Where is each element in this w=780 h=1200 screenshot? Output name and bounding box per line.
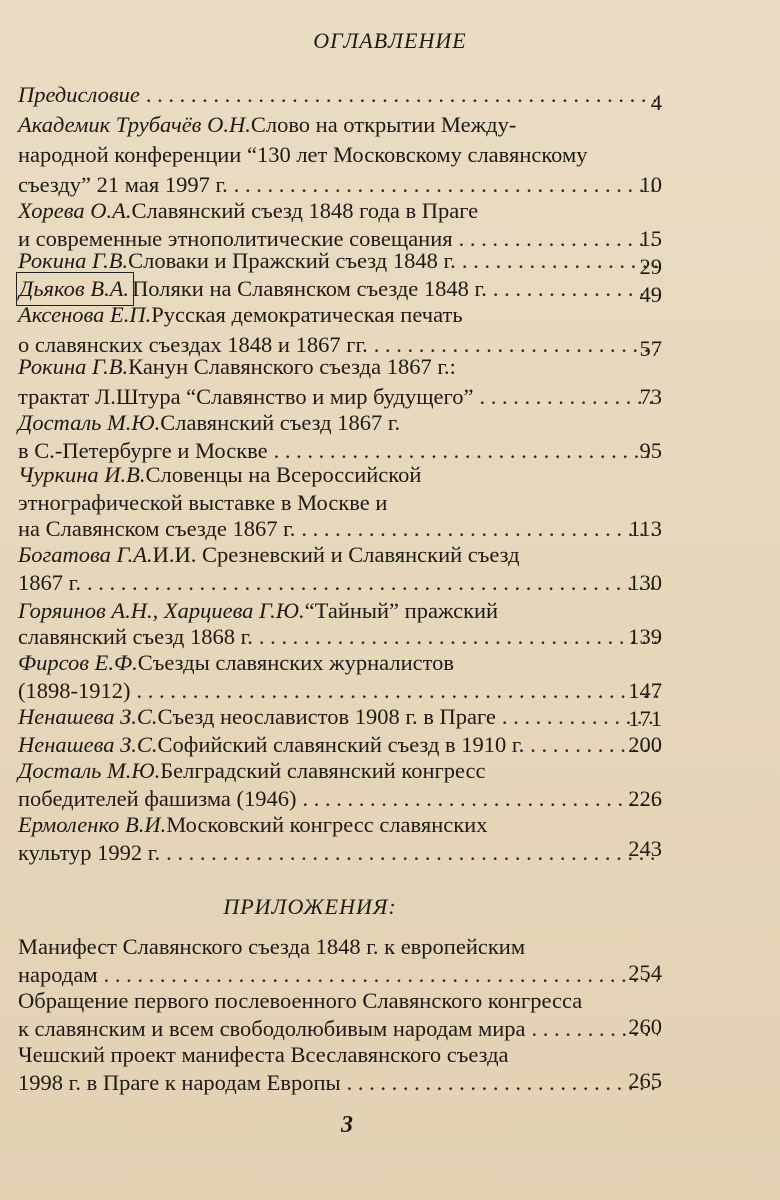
toc-entry[interactable] bbox=[18, 810, 658, 840]
entry-page-number: 73 bbox=[639, 384, 662, 409]
appendix-page-number: 265 bbox=[628, 1068, 662, 1093]
entry-title: культур 1992 г. bbox=[18, 840, 161, 865]
entry-page-number: 4 bbox=[650, 90, 662, 115]
entry-title: Словенцы на Всероссийской bbox=[145, 462, 422, 487]
entry-author: Рокина Г.В. bbox=[18, 354, 129, 379]
entry-author: Досталь М.Ю. bbox=[18, 410, 161, 435]
page-folio-number: 3 bbox=[341, 1112, 353, 1138]
appendix-title-line: народам bbox=[18, 962, 98, 987]
appendix-entry-continuation bbox=[18, 1068, 658, 1098]
entry-title: победителей фашизма (1946) bbox=[18, 786, 297, 811]
entry-author: Ненашева З.С. bbox=[18, 704, 158, 729]
entry-author-boxed: Дьяков В.А. bbox=[18, 274, 132, 304]
entry-title: И.И. Срезневский и Славянский съезд bbox=[152, 542, 520, 567]
appendix-page-number: 254 bbox=[628, 960, 662, 985]
entry-page-number: 29 bbox=[639, 254, 662, 279]
entry-title: Славянский съезд 1867 г. bbox=[160, 410, 401, 435]
entry-page-number: 139 bbox=[628, 624, 662, 649]
entry-page-number: 95 bbox=[639, 438, 662, 463]
entry-page-number: 57 bbox=[639, 336, 662, 361]
appendix-page-number: 260 bbox=[628, 1014, 662, 1039]
toc-entry[interactable] bbox=[18, 702, 658, 732]
entry-page-number: 243 bbox=[628, 836, 662, 861]
appendix-title-line: Чешский проект манифеста Всеславянского съезда bbox=[18, 1042, 509, 1067]
toc-entry-continuation bbox=[18, 140, 658, 170]
entry-title: народной конференции “130 лет Московскому славянскому bbox=[18, 142, 588, 167]
entry-author: Хорева О.А. bbox=[18, 198, 132, 223]
appendix-entry[interactable] bbox=[18, 932, 658, 962]
entry-author: Фирсов Е.Ф. bbox=[18, 650, 138, 675]
toc-entry-continuation bbox=[18, 838, 658, 868]
entry-title: Софийский славянский съезд в 1910 г. bbox=[157, 732, 525, 757]
entry-title: (1898-1912) bbox=[18, 678, 131, 703]
entry-author: Аксенова Е.П. bbox=[18, 302, 152, 327]
entry-title: в С.-Петербурге и Москве bbox=[18, 438, 268, 463]
entry-title: Московский конгресс славянских bbox=[166, 812, 488, 837]
entry-author: Рокина Г.В. bbox=[18, 248, 129, 273]
entry-title: на Славянском съезде 1867 г. bbox=[18, 516, 296, 541]
entry-title: Поляки на Славянском съезде 1848 г. bbox=[132, 276, 487, 301]
entry-title: Славянский съезд 1848 года в Праге bbox=[131, 198, 479, 223]
entry-author: Богатова Г.А. bbox=[18, 542, 153, 567]
toc-entry[interactable] bbox=[18, 196, 658, 226]
entry-author: Ермоленко В.И. bbox=[18, 812, 167, 837]
entry-page-number: 200 bbox=[628, 732, 662, 757]
entry-page-number: 147 bbox=[628, 678, 662, 703]
entry-title: и современные этнополитические совещания bbox=[18, 226, 453, 251]
entry-author: Горяинов А.Н., Харциева Г.Ю. bbox=[18, 598, 305, 623]
entry-page-number: 15 bbox=[639, 226, 662, 251]
toc-entry[interactable] bbox=[18, 648, 658, 678]
entry-title: Слово на открытии Между- bbox=[250, 112, 517, 137]
appendix-title: ПРИЛОЖЕНИЯ: bbox=[223, 894, 397, 919]
leader-dots bbox=[166, 838, 658, 868]
entry-page-number: 130 bbox=[628, 570, 662, 595]
toc-entry-continuation bbox=[18, 568, 658, 598]
entry-page-number: 113 bbox=[629, 516, 662, 541]
appendix-title-line: к славянским и всем свободолюбивым народам мира bbox=[18, 1016, 526, 1041]
entry-title: этнографической выставке в Москве и bbox=[18, 490, 388, 515]
entry-title: Съезд неославистов 1908 г. в Праге bbox=[157, 704, 496, 729]
toc-title: ОГЛАВЛЕНИЕ bbox=[313, 28, 467, 53]
entry-page-number: 226 bbox=[628, 786, 662, 811]
toc-entry[interactable] bbox=[18, 246, 658, 276]
entry-title: Словаки и Пражский съезд 1848 г. bbox=[128, 248, 456, 273]
entry-author: Досталь М.Ю. bbox=[18, 758, 161, 783]
appendix-title-line: 1998 г. в Праге к народам Европы bbox=[18, 1070, 341, 1095]
leader-dots bbox=[146, 80, 658, 110]
entry-title: Белградский славянский конгресс bbox=[160, 758, 486, 783]
entry-title: Съезды славянских журналистов bbox=[137, 650, 455, 675]
entry-author: Предисловие bbox=[18, 82, 140, 107]
toc-entry[interactable] bbox=[18, 352, 658, 382]
appendix-title-line: Манифест Славянского съезда 1848 г. к европейским bbox=[18, 934, 526, 959]
entry-author: Академик Трубачёв О.Н. bbox=[18, 112, 251, 137]
toc-entry[interactable] bbox=[18, 460, 658, 490]
toc-entry[interactable] bbox=[18, 540, 658, 570]
appendix-title-line: Обращение первого послевоенного Славянского конгресса bbox=[18, 988, 583, 1013]
toc-entry[interactable] bbox=[18, 408, 658, 438]
toc-entry[interactable] bbox=[18, 300, 658, 330]
entry-title: Русская демократическая печать bbox=[151, 302, 463, 327]
appendix-entry[interactable] bbox=[18, 986, 680, 1016]
entry-title: Канун Славянского съезда 1867 г.: bbox=[128, 354, 456, 379]
appendix-entry[interactable] bbox=[18, 1040, 658, 1070]
toc-entry[interactable] bbox=[18, 756, 658, 786]
toc-entry-preface[interactable] bbox=[18, 80, 658, 110]
entry-title: трактат Л.Штура “Славянство и мир будущего” bbox=[18, 384, 474, 409]
entry-title: съезду” 21 мая 1997 г. bbox=[18, 172, 228, 197]
entry-author: Ненашева З.С. bbox=[18, 732, 158, 757]
entry-title: 1867 г. bbox=[18, 570, 81, 595]
entry-title: о славянских съездах 1848 и 1867 гг. bbox=[18, 332, 368, 357]
entry-title: славянский съезд 1868 г. bbox=[18, 624, 253, 649]
entry-page-number: 10 bbox=[639, 172, 662, 197]
entry-author: Чуркина И.В. bbox=[18, 462, 146, 487]
toc-entry[interactable] bbox=[18, 110, 658, 140]
entry-title: “Тайный” пражский bbox=[304, 598, 499, 623]
entry-page-number: 49 bbox=[639, 282, 662, 307]
leader-dots bbox=[87, 568, 658, 598]
entry-page-number: 171 bbox=[628, 706, 662, 731]
